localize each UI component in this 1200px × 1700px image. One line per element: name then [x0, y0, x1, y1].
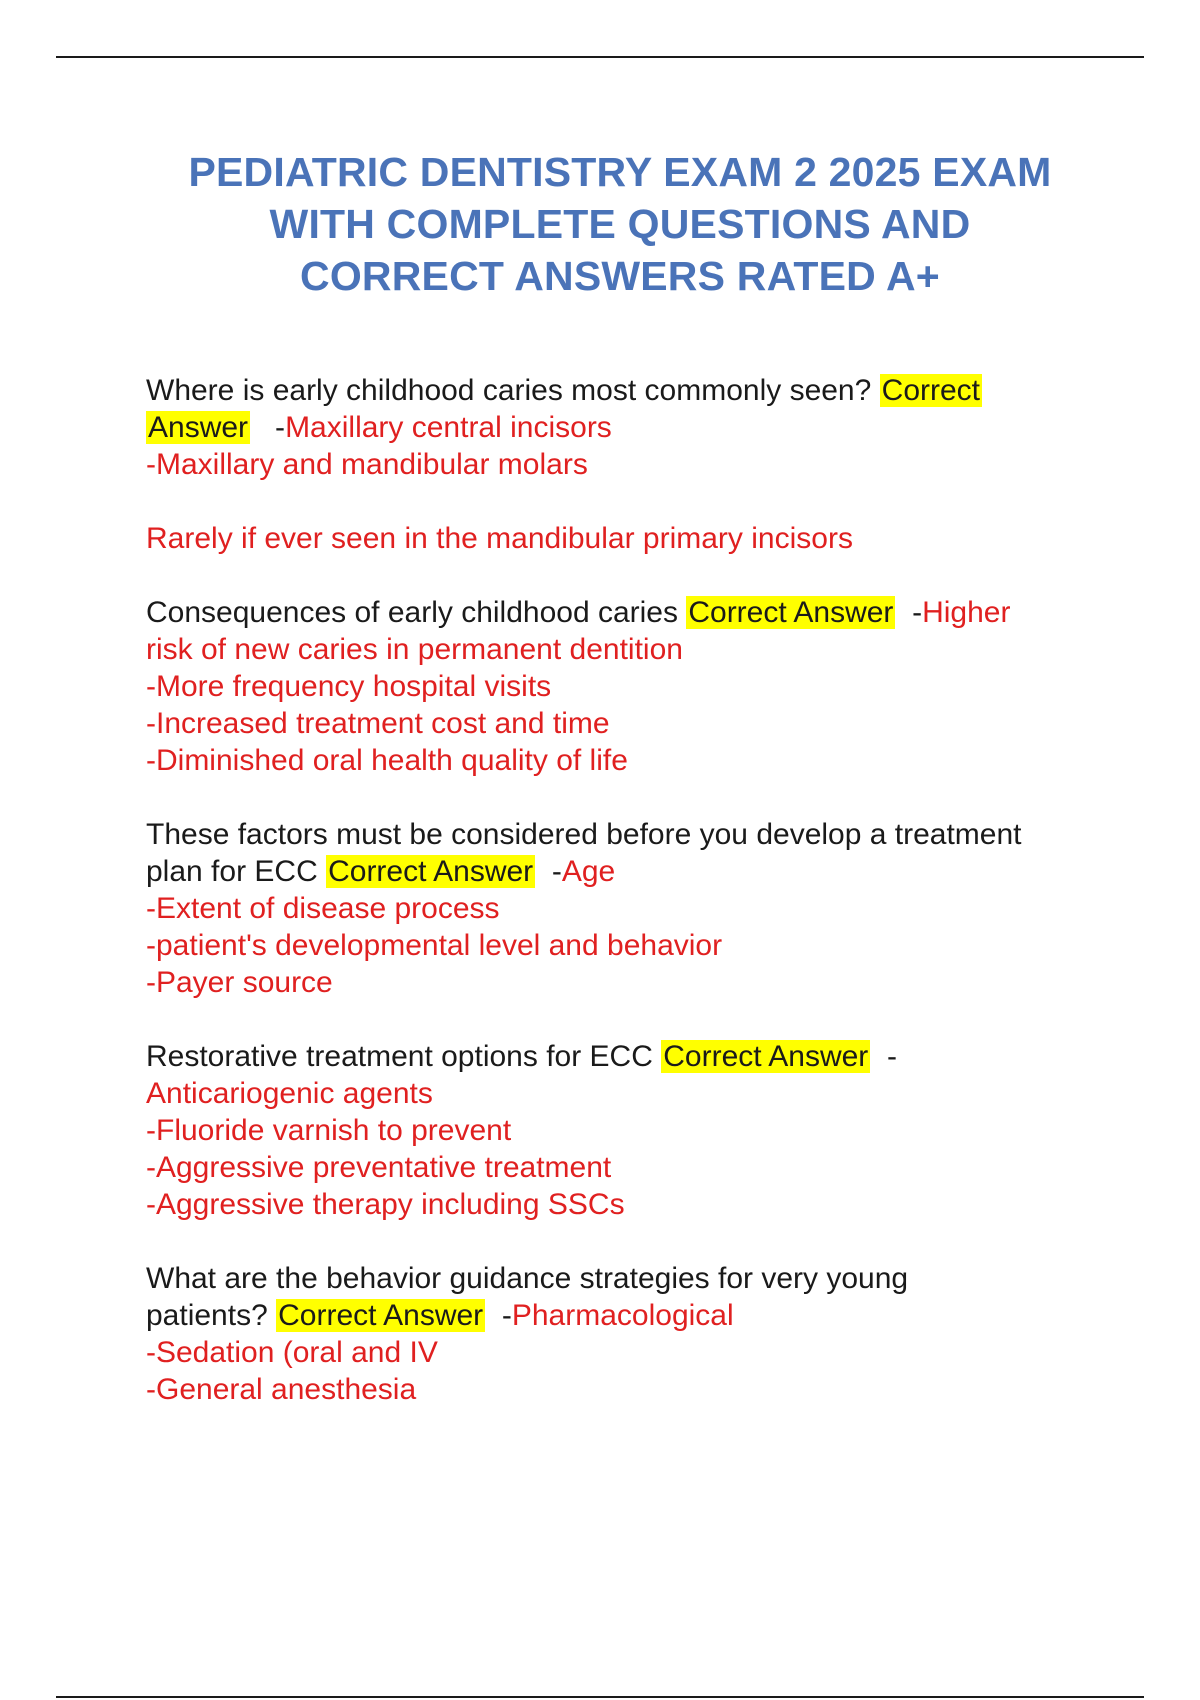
question-text: Restorative treatment options for ECC [146, 1040, 653, 1073]
answer-dash: - [878, 1040, 897, 1073]
document-title [130, 146, 1110, 302]
qa-list [146, 372, 1106, 1445]
answer-line: -Diminished oral health quality of life [146, 744, 628, 777]
answer-line: -Sedation (oral and IV [146, 1336, 438, 1369]
correct-answer-label: Answer [148, 411, 249, 444]
question-text: Consequences of early childhood caries [146, 596, 678, 629]
question-text: Where is early childhood caries most commonly seen? [146, 374, 872, 407]
qa-item [146, 1038, 1106, 1223]
answer-line: Anticariogenic agents [146, 1077, 433, 1110]
top-rule [56, 56, 1144, 58]
title-line: WITH COMPLETE QUESTIONS AND [269, 201, 971, 247]
correct-answer-label: Correct Answer [278, 1299, 484, 1332]
answer-dash: - [493, 1299, 512, 1332]
question-text: What are the behavior guidance strategies for very young [146, 1262, 909, 1295]
answer-text: Age [561, 855, 616, 888]
question-text: plan for ECC [146, 855, 318, 888]
answer-line: -Aggressive therapy including SSCs [146, 1188, 625, 1221]
answer-line: -General anesthesia [146, 1373, 417, 1406]
answer-text: Pharmacological [511, 1299, 734, 1332]
qa-item [146, 372, 1106, 557]
qa-line [146, 409, 1106, 446]
answer-line: risk of new caries in permanent dentition [146, 633, 683, 666]
qa-item [146, 594, 1106, 779]
question-text: patients? [146, 1299, 268, 1332]
answer-line: -patient's developmental level and behavior [146, 929, 723, 962]
correct-answer-label: Correct Answer [663, 1040, 869, 1073]
spacer [146, 483, 1106, 520]
title-line: PEDIATRIC DENTISTRY EXAM 2 2025 EXAM [188, 149, 1052, 195]
question-text: These factors must be considered before you develop a treatment [146, 818, 1022, 851]
answer-line: -Payer source [146, 966, 333, 999]
qa-line [146, 853, 1106, 890]
answer-note: Rarely if ever seen in the mandibular primary incisors [146, 522, 853, 555]
answer-text: Higher [922, 596, 1011, 629]
qa-item [146, 1260, 1106, 1408]
correct-answer-label: Correct Answer [328, 855, 534, 888]
qa-line [146, 594, 1106, 631]
bottom-rule [56, 1696, 1144, 1698]
answer-dash: - [258, 411, 286, 444]
answer-line: -Increased treatment cost and time [146, 707, 610, 740]
qa-item [146, 816, 1106, 1001]
answer-line: -Maxillary and mandibular molars [146, 448, 588, 481]
answer-text: Maxillary central incisors [285, 411, 612, 444]
answer-line: -Aggressive preventative treatment [146, 1151, 612, 1184]
answer-dash: - [543, 855, 562, 888]
answer-line: -Fluoride varnish to prevent [146, 1114, 512, 1147]
answer-dash: - [903, 596, 923, 629]
qa-line [146, 372, 1106, 409]
answer-line: -Extent of disease process [146, 892, 500, 925]
correct-answer-label: Correct [881, 374, 981, 407]
qa-line [146, 1297, 1106, 1334]
title-line: CORRECT ANSWERS RATED A+ [300, 253, 940, 299]
answer-line: -More frequency hospital visits [146, 670, 552, 703]
correct-answer-label: Correct Answer [688, 596, 894, 629]
qa-line [146, 1038, 1106, 1075]
